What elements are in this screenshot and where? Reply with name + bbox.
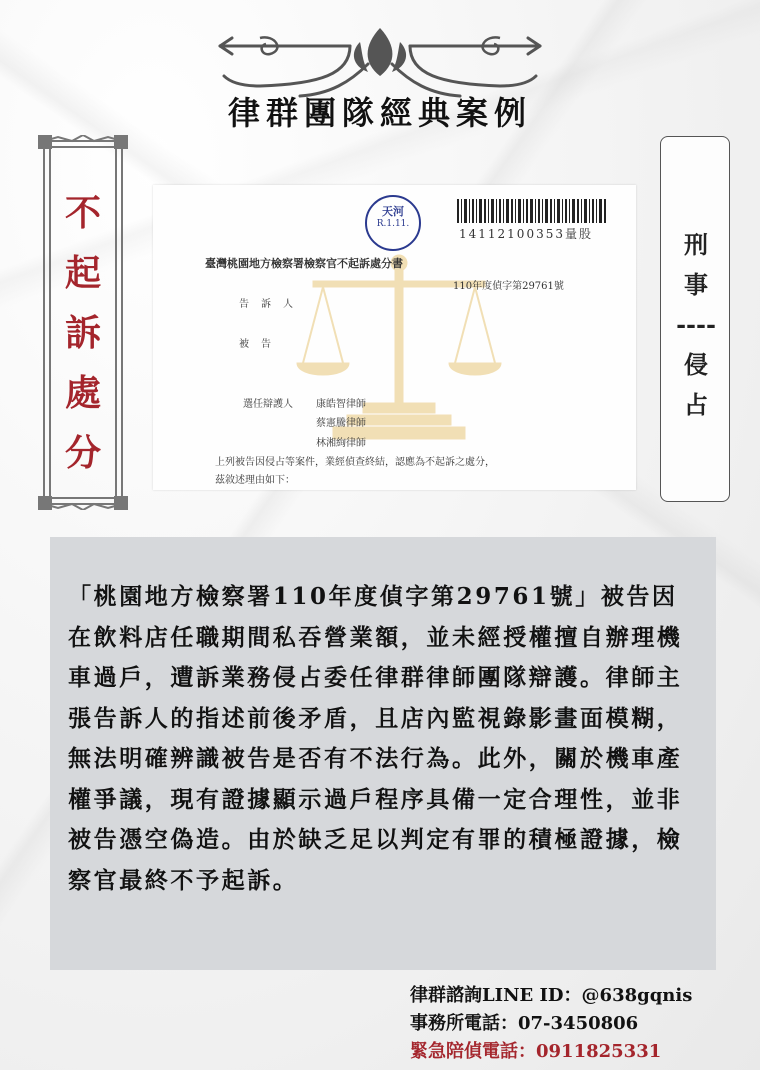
banner-char: 起 bbox=[64, 252, 101, 294]
document-case-number: 110年度偵字第29761號 bbox=[453, 281, 564, 292]
line-id: 律群諮詢LINE ID：@638gqnis bbox=[410, 985, 693, 1006]
emergency-phone: 緊急陪偵電話：0911825331 bbox=[410, 1041, 662, 1062]
case-summary-text: 「桃園地方檢察署110年度偵字第29761號」被告因在飲料店任職期間私吞營業額，並未經授權擅自辦理機車過戶，遭訴業務侵占委任律群律師團隊辯護。律師主張告訴人的指述前後矛盾，且店內監視錄影畫面模糊，無法明確辨識被告是否有不法行為。此外，關於機車產權爭議，現有證據顯示過戶程序具備一定合理性，並非被告憑空偽造。由於缺乏足以判定有罪的積極證據，檢察官最終不予起訴。 bbox=[68, 583, 683, 894]
document-scan bbox=[153, 185, 636, 490]
category-char: 刑 bbox=[684, 230, 708, 259]
barcode-number: 14112100353量股 bbox=[459, 227, 593, 241]
banner-char: 訴 bbox=[64, 312, 101, 354]
defendant-label: 被告 bbox=[239, 339, 283, 350]
barcode-icon bbox=[457, 199, 607, 223]
complainant-label: 告訴人 bbox=[239, 299, 305, 310]
document-paragraph: 茲敘述理由如下： bbox=[215, 475, 295, 486]
banner-char: 分 bbox=[64, 432, 101, 474]
document-title: 臺灣桃園地方檢察署檢察官不起訴處分書 bbox=[205, 257, 403, 270]
category-char: 占 bbox=[684, 390, 708, 419]
document-paragraph: 上列被告因侵占等案件，業經偵查終結，認應為不起訴之處分， bbox=[215, 457, 495, 468]
page-title: 律群團隊經典案例 bbox=[227, 94, 532, 132]
case-category-box bbox=[660, 136, 730, 502]
banner-char: 不 bbox=[64, 192, 101, 234]
lawyer-name: 康皓智律師 bbox=[316, 399, 366, 410]
category-char: 事 bbox=[684, 270, 708, 299]
left-vertical-banner bbox=[38, 135, 128, 510]
defense-label: 選任辯護人 bbox=[243, 399, 293, 410]
official-stamp: 天河 R.1.11. bbox=[365, 195, 421, 251]
banner-char: 處 bbox=[64, 372, 101, 414]
contact-info bbox=[410, 982, 750, 1066]
lawyer-name: 蔡憲騰律師 bbox=[316, 418, 366, 429]
case-summary-panel bbox=[50, 537, 716, 970]
category-divider: ---- bbox=[676, 310, 716, 339]
category-char: 侵 bbox=[684, 350, 708, 379]
office-phone: 事務所電話：07-3450806 bbox=[410, 1013, 639, 1034]
lawyer-name: 林湘絢律師 bbox=[316, 438, 366, 449]
